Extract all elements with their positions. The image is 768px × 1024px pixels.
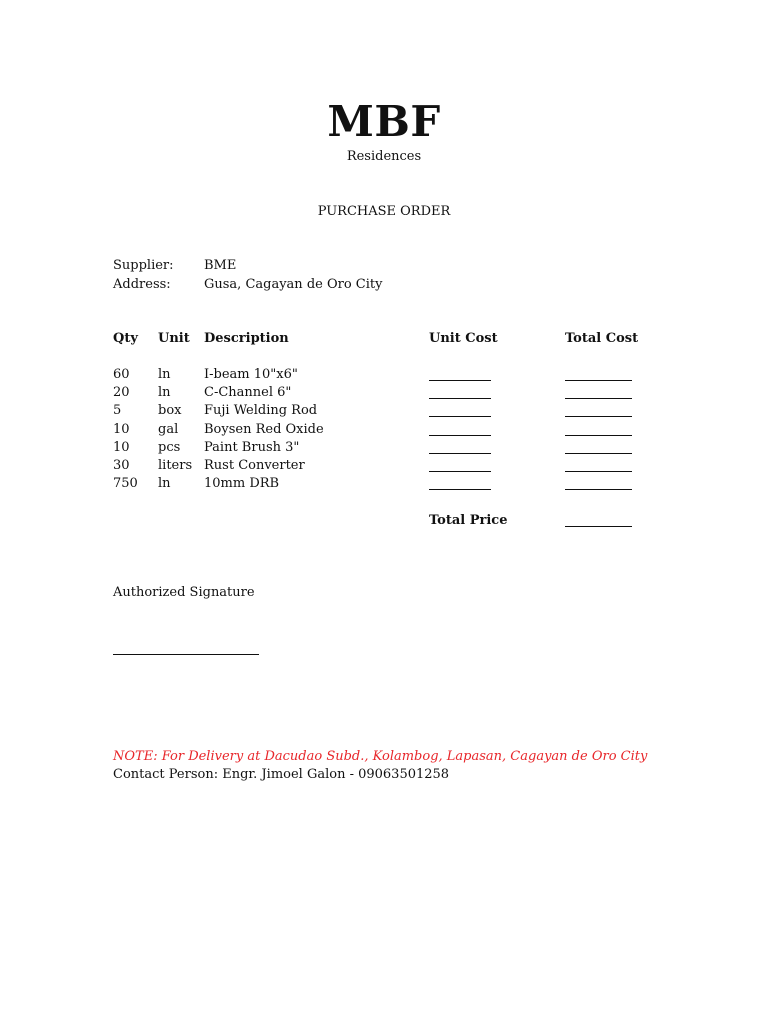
- row-1-unit-cost-blank: [429, 380, 491, 381]
- total-price-blank: [565, 526, 632, 527]
- row-7-qty: 750: [113, 476, 138, 491]
- row-7-total-cost-blank: [565, 489, 632, 490]
- column-header-unit: Unit: [158, 331, 190, 346]
- contact-person: Contact Person: Engr. Jimoel Galon - 09063501258: [113, 767, 450, 782]
- company-subtitle: Residences: [346, 149, 422, 164]
- row-7-unit: ln: [158, 476, 171, 491]
- row-1-qty: 60: [113, 367, 130, 382]
- row-5-description: Paint Brush 3": [204, 440, 300, 455]
- row-7-description: 10mm DRB: [204, 476, 280, 491]
- row-1-unit: ln: [158, 367, 171, 382]
- row-4-total-cost-blank: [565, 435, 632, 436]
- address-value: Gusa, Cagayan de Oro City: [204, 277, 383, 292]
- signature-line: [113, 654, 259, 655]
- row-3-unit: box: [158, 403, 182, 418]
- row-3-unit-cost-blank: [429, 416, 491, 417]
- column-header-qty: Qty: [113, 331, 138, 346]
- row-5-qty: 10: [113, 440, 130, 455]
- row-6-unit: liters: [158, 458, 193, 473]
- row-3-total-cost-blank: [565, 416, 632, 417]
- row-3-description: Fuji Welding Rod: [204, 403, 318, 418]
- delivery-note: NOTE: For Delivery at Dacudao Subd., Kolambog, Lapasan, Cagayan de Oro City: [113, 749, 648, 764]
- row-3-qty: 5: [113, 403, 122, 418]
- row-6-unit-cost-blank: [429, 471, 491, 472]
- row-2-unit-cost-blank: [429, 398, 491, 399]
- row-4-unit-cost-blank: [429, 435, 491, 436]
- row-2-qty: 20: [113, 385, 130, 400]
- row-6-qty: 30: [113, 458, 130, 473]
- row-4-unit: gal: [158, 422, 179, 437]
- row-6-description: Rust Converter: [204, 458, 305, 473]
- column-header-unit-cost: Unit Cost: [429, 331, 498, 346]
- row-1-description: I-beam 10"x6": [204, 367, 298, 382]
- company-name: MBF: [327, 97, 441, 146]
- supplier-label: Supplier:: [113, 258, 174, 273]
- row-2-total-cost-blank: [565, 398, 632, 399]
- column-header-description: Description: [204, 331, 289, 346]
- authorized-signature-label: Authorized Signature: [113, 585, 255, 600]
- row-4-qty: 10: [113, 422, 130, 437]
- total-price-label: Total Price: [429, 513, 508, 528]
- row-2-description: C-Channel 6": [204, 385, 292, 400]
- document-title: PURCHASE ORDER: [317, 204, 451, 219]
- supplier-value: BME: [204, 258, 237, 273]
- row-6-total-cost-blank: [565, 471, 632, 472]
- column-header-total-cost: Total Cost: [565, 331, 639, 346]
- row-5-unit-cost-blank: [429, 453, 491, 454]
- row-2-unit: ln: [158, 385, 171, 400]
- row-7-unit-cost-blank: [429, 489, 491, 490]
- row-1-total-cost-blank: [565, 380, 632, 381]
- address-label: Address:: [113, 277, 171, 292]
- row-5-unit: pcs: [158, 440, 181, 455]
- row-5-total-cost-blank: [565, 453, 632, 454]
- row-4-description: Boysen Red Oxide: [204, 422, 324, 437]
